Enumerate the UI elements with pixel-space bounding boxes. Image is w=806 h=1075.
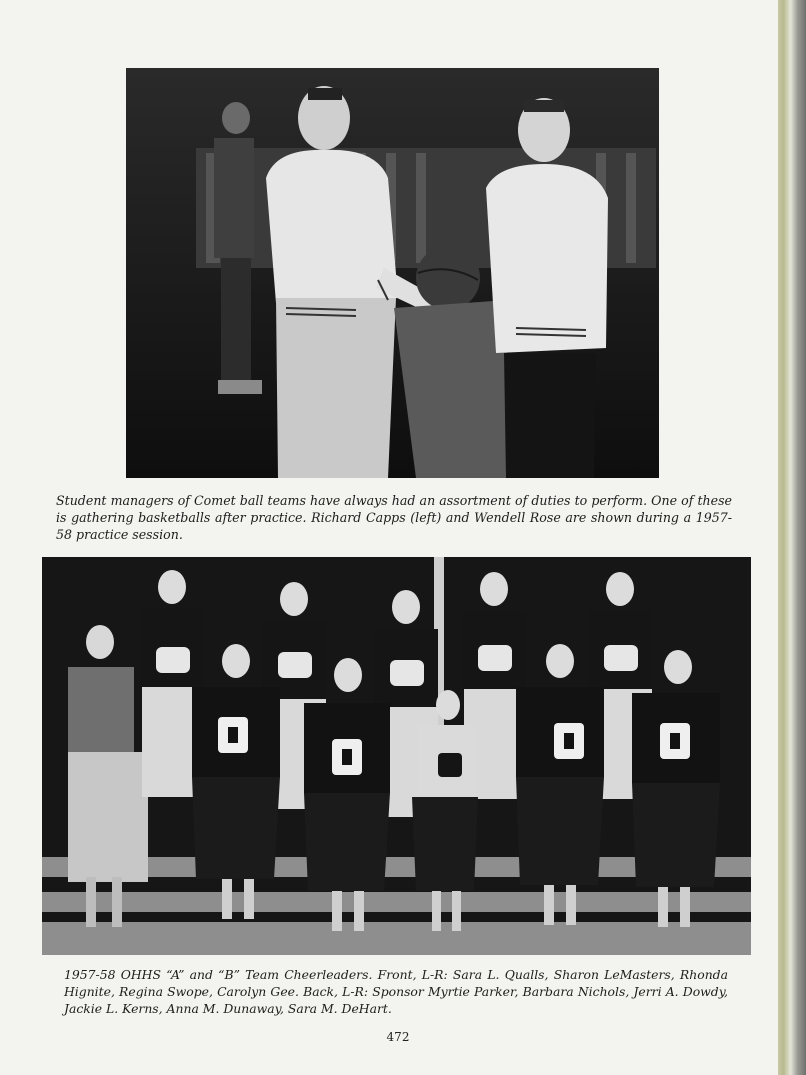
cheerleaders-photo-drawing — [42, 557, 751, 955]
student-managers-caption: Student managers of Comet ball teams have always had an assortment of duties to perform. One of these is gathering basketballs after practice. Richard Capps (left) and Wendell Rose are shown during a 1957-58 practice session. — [56, 493, 732, 542]
cheerleaders-photo — [42, 557, 751, 955]
cheerleaders-caption-text: 1957-58 OHHS “A” and “B” Team Cheerleaders. Front, L-R: Sara L. Qualls, Sharon LeMasters, Rhonda Hignite, Regina Swope, Carolyn Gee. Back, L-R: Sponsor Myrtie Parker, Barbara Nichols, Jerri A. Dowdy, Jackie L. Kerns, Anna M. Dunaway, Sara M. DeHart. — [64, 967, 728, 1016]
student-managers-photo-drawing — [126, 68, 659, 478]
book-binding-edge — [778, 0, 806, 1075]
page-number: 472 — [386, 1030, 410, 1044]
student-managers-photo — [126, 68, 659, 478]
cheerleaders-caption — [64, 966, 728, 1017]
